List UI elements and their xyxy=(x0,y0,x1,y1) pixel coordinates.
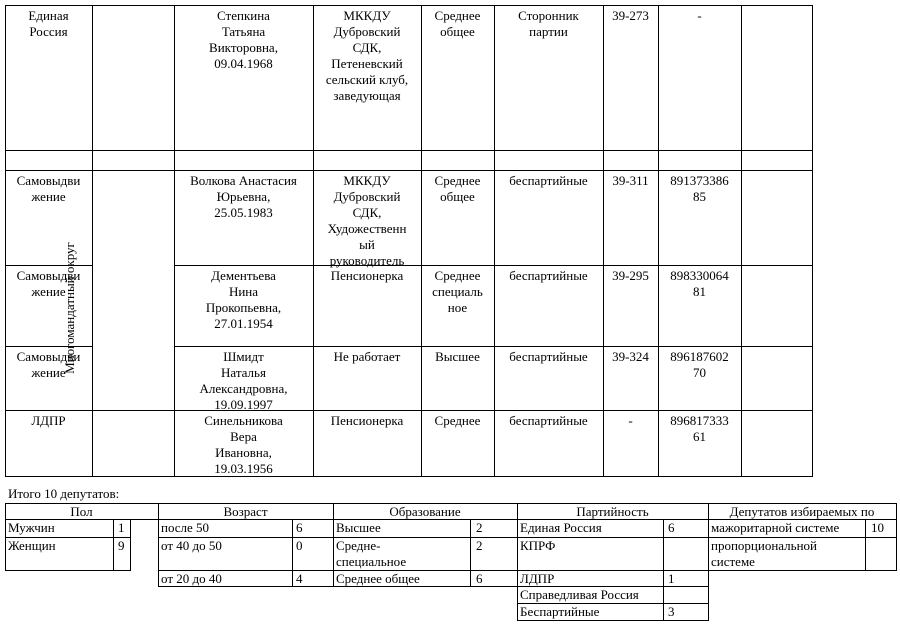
candidate-name-cell-line: Прокопьевна, xyxy=(205,300,282,315)
education-value-cell-line: 2 xyxy=(476,538,483,553)
workplace-cell xyxy=(313,268,421,284)
table-border xyxy=(865,519,866,571)
education-value-cell xyxy=(476,571,517,587)
candidate-name-cell-line: Юрьевна, xyxy=(216,189,271,204)
education-label-cell-line: Высшее xyxy=(336,520,381,535)
certificate-number-cell-line: - xyxy=(628,413,633,428)
candidate-name-cell-line: Татьяна xyxy=(221,24,266,39)
table-border xyxy=(663,519,664,621)
table-border xyxy=(812,5,813,477)
certificate-number-cell xyxy=(603,413,658,429)
phone-cell-line: 898330064 xyxy=(670,268,729,283)
table-border xyxy=(5,5,813,6)
candidate-name-cell xyxy=(174,349,313,413)
candidate-name-cell-line: 19.03.1956 xyxy=(214,461,273,476)
education-cell-line: Среднее xyxy=(434,413,481,428)
candidate-name-cell xyxy=(174,413,313,477)
age-label-cell-line: после 50 xyxy=(161,520,210,535)
phone-cell xyxy=(658,268,741,300)
system-label-cell xyxy=(711,520,865,536)
affiliation-cell-line: беспартийные xyxy=(509,268,588,283)
party-value-cell xyxy=(668,520,708,536)
affiliation-cell-line: беспартийные xyxy=(509,173,588,188)
candidate-name-cell-line: Шмидт xyxy=(223,349,264,364)
gender-value-cell-line: 9 xyxy=(118,538,125,553)
candidate-name-cell-line: 27.01.1954 xyxy=(214,316,273,331)
education-cell xyxy=(421,349,494,365)
table-border xyxy=(470,519,471,587)
party-label-cell-line: ЛДПР xyxy=(520,571,555,586)
affiliation-cell xyxy=(494,413,603,429)
candidate-name-cell-line: 09.04.1968 xyxy=(214,56,273,71)
workplace-cell-line: заведующая xyxy=(333,88,401,103)
affiliation-cell-line: беспартийные xyxy=(509,413,588,428)
summary-header-cell-line: Образование xyxy=(389,504,461,519)
candidate-name-cell-line: Наталья xyxy=(221,365,266,380)
education-label-cell-line: Среднее общее xyxy=(336,571,420,586)
party-value-cell-line: 6 xyxy=(668,520,675,535)
party-cell-line: Самовыдви xyxy=(16,268,81,283)
phone-cell-line: 85 xyxy=(693,189,706,204)
phone-cell xyxy=(658,413,741,445)
party-cell xyxy=(5,173,92,205)
table-border xyxy=(92,5,93,477)
party-cell xyxy=(5,413,92,429)
education-value-cell xyxy=(476,538,517,554)
summary-header-cell xyxy=(333,504,517,520)
party-label-cell xyxy=(520,604,663,620)
system-label-cell-line: системе xyxy=(711,554,755,569)
summary-header-cell xyxy=(5,504,158,520)
education-cell-line: общее xyxy=(440,24,475,39)
gender-value-cell xyxy=(118,520,130,536)
table-border xyxy=(658,5,659,477)
party-value-cell xyxy=(668,604,708,620)
phone-cell-line: 81 xyxy=(693,284,706,299)
candidate-name-cell xyxy=(174,173,313,221)
table-border xyxy=(5,150,813,151)
phone-cell-line: 891373386 xyxy=(670,173,729,188)
age-value-cell-line: 4 xyxy=(296,571,303,586)
age-value-cell xyxy=(296,571,333,587)
system-label-cell-line: пропорциональной xyxy=(711,538,817,553)
education-label-cell-line: специальное xyxy=(336,554,407,569)
phone-cell-line: - xyxy=(697,8,702,23)
party-cell-line: жение xyxy=(31,189,66,204)
phone-cell-line: 70 xyxy=(693,365,706,380)
table-border xyxy=(603,5,604,477)
gender-label-cell xyxy=(8,520,113,536)
summary-header-cell-line: Пол xyxy=(70,504,93,519)
candidate-name-cell-line: Викторовна, xyxy=(209,40,278,55)
party-label-cell-line: Единая Россия xyxy=(520,520,602,535)
party-value-cell-line: 3 xyxy=(668,604,675,619)
affiliation-cell-line: беспартийные xyxy=(509,349,588,364)
table-border xyxy=(421,5,422,477)
party-cell xyxy=(5,268,92,300)
age-label-cell xyxy=(161,520,292,536)
certificate-number-cell-line: 39-311 xyxy=(612,173,649,188)
phone-cell xyxy=(658,173,741,205)
education-cell xyxy=(421,413,494,429)
candidate-name-cell-line: 19.09.1997 xyxy=(214,397,273,412)
party-label-cell xyxy=(520,587,663,603)
education-label-cell-line: Средне- xyxy=(336,538,381,553)
summary-header-cell xyxy=(158,504,333,520)
workplace-cell-line: Пенсионерка xyxy=(330,413,404,428)
candidate-name-cell-line: Александровна, xyxy=(199,381,288,396)
candidate-name-cell xyxy=(174,8,313,72)
workplace-cell-line: Пенсионерка xyxy=(330,268,404,283)
workplace-cell-line: ый xyxy=(359,237,375,252)
education-cell-line: специаль xyxy=(432,284,483,299)
certificate-number-cell-line: 39-295 xyxy=(612,268,649,283)
summary-header-cell-line: Партийность xyxy=(576,504,649,519)
party-label-cell-line: Справедливая Россия xyxy=(520,587,639,602)
party-cell-line: жение xyxy=(31,365,66,380)
gender-label-cell-line: Мужчин xyxy=(8,520,55,535)
system-label-cell xyxy=(711,538,865,570)
certificate-number-cell xyxy=(603,268,658,284)
age-label-cell xyxy=(161,538,292,554)
party-label-cell xyxy=(520,520,663,536)
education-cell xyxy=(421,8,494,40)
phone-cell-line: 61 xyxy=(693,429,706,444)
party-label-cell xyxy=(520,571,663,587)
summary-header-cell xyxy=(517,504,708,520)
workplace-cell xyxy=(313,173,421,269)
education-cell-line: Среднее xyxy=(434,268,481,283)
table-border xyxy=(494,5,495,477)
summary-header-cell-line: Депутатов избираемых по xyxy=(729,504,875,519)
workplace-cell xyxy=(313,8,421,104)
table-border xyxy=(113,519,114,571)
party-cell-line: ЛДПР xyxy=(31,413,66,428)
candidate-name-cell-line: Дементьева xyxy=(211,268,276,283)
party-value-cell-line: 1 xyxy=(668,571,675,586)
phone-cell-line: 896187602 xyxy=(670,349,729,364)
certificate-number-cell xyxy=(603,173,658,189)
workplace-cell-line: МККДУ xyxy=(343,8,391,23)
candidate-name-cell-line: Волкова Анастасия xyxy=(190,173,297,188)
candidate-name-cell-line: Ивановна, xyxy=(215,445,272,460)
education-value-cell-line: 2 xyxy=(476,520,483,535)
workplace-cell-line: СДК, xyxy=(352,40,382,55)
affiliation-cell xyxy=(494,349,603,365)
education-value-cell xyxy=(476,520,517,536)
affiliation-cell xyxy=(494,268,603,284)
table-border xyxy=(708,570,897,571)
education-label-cell xyxy=(336,571,470,587)
table-border xyxy=(5,476,813,477)
education-cell-line: общее xyxy=(440,189,475,204)
party-cell-line: Единая xyxy=(28,8,69,23)
party-cell xyxy=(5,8,92,40)
workplace-cell-line: Петеневский xyxy=(331,56,403,71)
workplace-cell xyxy=(313,413,421,429)
system-value-cell-line: 10 xyxy=(871,520,884,535)
party-cell xyxy=(5,349,92,381)
workplace-cell-line: МККДУ xyxy=(343,173,391,188)
candidate-name-cell xyxy=(174,268,313,332)
certificate-number-cell-line: 39-273 xyxy=(612,8,649,23)
party-label-cell-line: КПРФ xyxy=(520,538,556,553)
education-cell-line: ное xyxy=(447,300,468,315)
candidate-name-cell-line: Синельникова xyxy=(204,413,283,428)
summary-header-cell xyxy=(708,504,896,520)
certificate-number-cell-line: 39-324 xyxy=(612,349,649,364)
table-border xyxy=(5,346,93,347)
workplace-cell xyxy=(313,349,421,365)
certificate-number-cell xyxy=(603,349,658,365)
party-label-cell-line: Беспартийные xyxy=(520,604,600,619)
district-label: Многомандатный округ xyxy=(62,242,77,374)
age-label-cell-line: от 40 до 50 xyxy=(161,538,222,553)
party-cell-line: жение xyxy=(31,284,66,299)
workplace-cell-line: Не работает xyxy=(333,349,401,364)
party-label-cell xyxy=(520,538,663,554)
gender-label-cell-line: Женщин xyxy=(8,538,56,553)
affiliation-cell xyxy=(494,8,603,40)
affiliation-cell-line: партии xyxy=(529,24,568,39)
age-value-cell-line: 0 xyxy=(296,538,303,553)
table-border xyxy=(5,265,93,266)
phone-cell xyxy=(658,8,741,24)
education-cell-line: Среднее xyxy=(434,8,481,23)
education-cell xyxy=(421,268,494,316)
age-value-cell xyxy=(296,520,333,536)
total-deputies-label: Итого 10 депутатов: xyxy=(8,486,120,501)
age-label-cell xyxy=(161,571,292,587)
candidate-name-cell-line: Нина xyxy=(228,284,259,299)
phone-cell xyxy=(658,349,741,381)
workplace-cell-line: Художественн xyxy=(327,221,407,236)
affiliation-cell-line: Сторонник xyxy=(518,8,579,23)
affiliation-cell xyxy=(494,173,603,189)
table-border xyxy=(741,5,742,477)
candidate-name-cell-line: 25.05.1983 xyxy=(214,205,273,220)
age-value-cell xyxy=(296,538,333,554)
education-cell-line: Среднее xyxy=(434,173,481,188)
workplace-cell-line: руководитель xyxy=(329,253,405,268)
system-value-cell xyxy=(871,520,896,536)
age-value-cell-line: 6 xyxy=(296,520,303,535)
table-border xyxy=(130,519,131,571)
workplace-cell-line: СДК, xyxy=(352,205,382,220)
table-border xyxy=(517,620,709,621)
education-label-cell xyxy=(336,520,470,536)
education-cell-line: Высшее xyxy=(435,349,480,364)
workplace-cell-line: сельский клуб, xyxy=(325,72,409,87)
workplace-cell-line: Дубровский xyxy=(333,24,401,39)
education-value-cell-line: 6 xyxy=(476,571,483,586)
table-border xyxy=(292,519,293,587)
certificate-number-cell xyxy=(603,8,658,24)
candidate-name-cell-line: Степкина xyxy=(217,8,270,23)
party-value-cell xyxy=(668,571,708,587)
workplace-cell-line: Дубровский xyxy=(333,189,401,204)
party-cell-line: Россия xyxy=(29,24,68,39)
table-border xyxy=(5,170,813,171)
summary-header-cell-line: Возраст xyxy=(223,504,268,519)
phone-cell-line: 896817333 xyxy=(670,413,729,428)
party-cell-line: Самовыдви xyxy=(16,173,81,188)
education-cell xyxy=(421,173,494,205)
gender-label-cell xyxy=(8,538,113,554)
table-border xyxy=(5,410,813,411)
education-label-cell xyxy=(336,538,470,570)
age-label-cell-line: от 20 до 40 xyxy=(161,571,222,586)
gender-value-cell xyxy=(118,538,130,554)
candidate-name-cell-line: Вера xyxy=(230,429,257,444)
party-cell-line: Самовыдви xyxy=(16,349,81,364)
gender-value-cell-line: 1 xyxy=(118,520,125,535)
system-label-cell-line: мажоритарной системе xyxy=(711,520,840,535)
table-border xyxy=(5,5,6,477)
